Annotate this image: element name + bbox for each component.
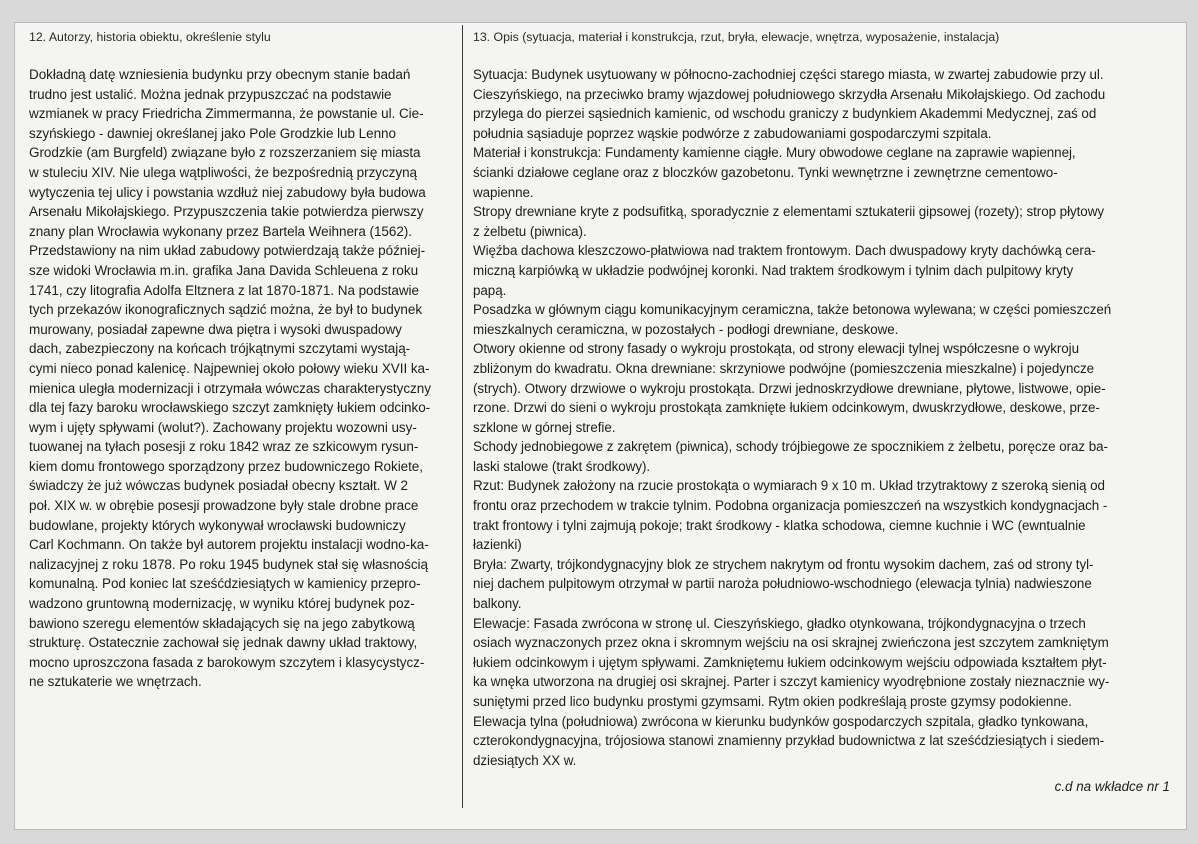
text-line: (strych). Otwory drzwiowe o wykroju prostokąta. Drzwi jednoskrzydłowe drewniane, płytowe, listwowe, opie- <box>473 380 1106 396</box>
text-line: Materiał i konstrukcja: Fundamenty kamienne ciągłe. Mury obwodowe ceglane na zaprawie wapiennej, <box>473 145 1076 161</box>
text-line: łazienki) <box>473 537 522 553</box>
text-line: strukturę. Ostatecznie zachował się jednak dawny układ traktowy, <box>29 635 418 651</box>
text-line: czterokondygnacyjna, trójosiowa stanowi znamienny przykład budownictwa z lat sześćdziesiątych i siedem- <box>473 733 1105 749</box>
text-line: świadczy że już wówczas budynek posiadał obecny kształt. W 2 <box>29 478 408 494</box>
text-line: budowlane, projekty których wykonywał wrocławski budowniczy <box>29 517 406 533</box>
history-heading: 12. Autorzy, historia obiektu, określenie stylu <box>29 30 271 44</box>
text-line: ka wnęka utworzona na drugiej osi skrajnej. Parter i szczyt kamienicy wyodrębnione zostały nieznacznie wy- <box>473 674 1110 690</box>
text-line: ścianki działowe ceglane oraz z bloczków gazobetonu. Tynki wewnętrzne i zewnętrzne cementowo- <box>473 164 1058 180</box>
description-text <box>473 65 1172 770</box>
text-line: komunalną. Pod koniec lat sześćdziesiątych w kamienicy przepro- <box>29 576 421 592</box>
text-line: Rzut: Budynek założony na rzucie prostokąta o wymiarach 9 x 10 m. Układ trzytraktowy z szeroką sienią od <box>473 478 1105 494</box>
text-line: miczną karpiówką w układzie podwójnej koronki. Nad traktem środkowym i tylnim dach pulpitowy kryty <box>473 262 1074 278</box>
text-line: osiach wyznaczonych przez okna i skromnym wejściu na osi skrajnej zwieńczona jest szczytem zamkniętym <box>473 635 1109 651</box>
description-heading: 13. Opis (sytuacja, materiał i konstrukcja, rzut, bryła, elewacje, wnętrza, wyposażenie, instalacja) <box>473 30 1000 44</box>
text-line: tuowanej na tyłach posesji z roku 1842 wraz ze szkicowym rysun- <box>29 439 419 455</box>
text-line: Przedstawiony na nim układ zabudowy potwierdzają także później- <box>29 243 426 259</box>
text-line: Więźba dachowa kleszczowo-płatwiowa nad traktem frontowym. Dach dwuspadowy kryty dachówką cera- <box>473 243 1096 259</box>
text-line: w stuleciu XIV. Nie ulega wątpliwości, że bezpośrednią przyczyną <box>29 164 417 180</box>
text-line: balkony. <box>473 596 522 612</box>
text-line: poł. XIX w. w obrębie posesji prowadzone były stale drobne prace <box>29 498 419 514</box>
text-line: sze widoki Wrocławia m.in. grafika Jana Davida Schleuena z roku <box>29 262 419 278</box>
text-line: Grodzkie (am Burgfeld) związane było z rozszerzaniem się miasta <box>29 145 421 161</box>
text-line: trakt frontowy i tylni zajmują pokoje; trakt środkowy - klatka schodowa, ciemne kuchnie i WC (ewntualnie <box>473 517 1086 533</box>
history-column <box>15 23 462 829</box>
text-line: dla tej fazy baroku wrocławskiego szczyt zamknięty łukiem odcinko- <box>29 400 431 416</box>
text-line: zbliżonym do kwadratu. Okna drewniane: skrzyniowe podwójne (pomieszczenia mieszkalne) i pojedyncze <box>473 360 1095 376</box>
text-line: ne sztukaterie we wnętrzach. <box>29 674 202 690</box>
text-line: bawiono szeregu elementów składających się na jego zabytkową <box>29 615 415 631</box>
text-line: frontu oraz przechodem w trakcie tylnim. Podobna organizacja pomieszczeń na wszystkich kondygnacjach - <box>473 498 1108 514</box>
text-line: mocno uproszczona fasada z barokowym szczytem i klasycystycz- <box>29 654 425 670</box>
text-line: wzmianek w pracy Friedricha Zimmermanna, że powstanie ul. Cie- <box>29 106 424 122</box>
text-line: trudno jest ustalić. Można jednak przypuszczać na podstawie <box>29 86 392 102</box>
text-line: dziesiątych XX w. <box>473 752 577 768</box>
text-line: Sytuacja: Budynek usytuowany w północno-zachodniej części starego miasta, w zwartej zabudowie przy ul. <box>473 67 1104 82</box>
text-line: Bryła: Zwarty, trójkondygnacyjny blok ze strychem nakrytym od frontu wysokim dachem, zaś od strony tyl- <box>473 556 1094 572</box>
text-line: wytyczenia tej ulicy i powstania wzdłuż niej zabudowy była budowa <box>29 184 426 200</box>
text-line: Arsenału Mikołajskiego. Przypuszczenia takie potwierdza pierwszy <box>29 204 424 220</box>
text-line: dach, zabezpieczony na końcach trójkątnymi szczytami wystają- <box>29 341 411 357</box>
text-line: cymi nieco ponad kalenicę. Najpewniej około połowy wieku XVII ka- <box>29 360 430 376</box>
text-line: wadzono gruntowną modernizację, w wyniku której budynek poz- <box>29 596 415 612</box>
text-line: Elewacje: Fasada zwrócona w stronę ul. Cieszyńskiego, gładko otynkowana, trójkondygnacyjna o trzech <box>473 615 1086 631</box>
form-page <box>14 22 1187 830</box>
continuation-note: c.d na wkładce nr 1 <box>1054 779 1170 794</box>
text-line: 1741, czy litografia Adolfa Eltznera z lat 1870-1871. Na podstawie <box>29 282 419 298</box>
description-column <box>463 23 1188 829</box>
text-line: nalizacyjnej z roku 1878. Po roku 1945 budynek stał się własnością <box>29 556 428 572</box>
text-line: mieszkalnych ceramiczna, w pozostałych - podłogi drewniane, deskowe. <box>473 321 899 337</box>
history-text <box>29 65 448 692</box>
text-line: laski stalowe (trakt środkowy). <box>473 458 651 474</box>
text-line: Schody jednobiegowe z zakrętem (piwnica), schody trójbiegowe ze spocznikiem z żelbetu, poręcze oraz ba- <box>473 439 1108 455</box>
text-line: szklone w górnej strefie. <box>473 419 616 435</box>
text-line: Otwory okienne od strony fasady o wykroju prostokąta, od strony elewacji tylnej współczesne o wykroju <box>473 341 1079 357</box>
text-line: tych przekazów ikonograficznych sądzić można, że był to budynek <box>29 302 423 318</box>
text-line: Carl Kochmann. On także był autorem projektu instalacji wodno-ka- <box>29 537 429 553</box>
text-line: Dokładną datę wzniesienia budynku przy obecnym stanie badań <box>29 67 411 82</box>
text-line: łukiem odcinkowym i ujętym spływami. Zamkniętemu łukiem odcinkowym wejściu odpowiada kształtem płyt- <box>473 654 1107 670</box>
text-line: Stropy drewniane kryte z podsufitką, sporadycznie z elementami sztukaterii gipsowej (rozety); strop płytowy <box>473 204 1104 220</box>
text-line: z żelbetu (piwnica). <box>473 223 587 239</box>
text-line: Cieszyńskiego, na przeciwko bramy wjazdowej południowego skrzydła Arsenału Mikołajskiego. Od zachodu <box>473 86 1106 102</box>
text-line: Elewacja tylna (południowa) zwrócona w kierunku budynków gospodarczych szpitala, gładko tynkowana, <box>473 713 1089 729</box>
text-line: szyńskiego - dawniej określanej jako Pole Grodzkie lub Lenno <box>29 125 396 141</box>
text-line: znany plan Wrocławia wykonany przez Bartela Weihnera (1562). <box>29 223 412 239</box>
text-line: mienica uległa modernizacji i otrzymała wówczas charakterystyczny <box>29 380 431 396</box>
text-line: Posadzka w głównym ciągu komunikacyjnym ceramiczna, także betonowa wylewana; w części pomieszczeń <box>473 302 1112 318</box>
text-line: papą. <box>473 282 507 298</box>
text-line: wapienne. <box>473 184 534 200</box>
text-line: południa sąsiaduje poprzez wąskie podwórze z zabudowaniami gospodarczymi szpitala. <box>473 125 992 141</box>
text-line: suniętymi przed lico budynku prostymi gzymsami. Rytm okien podkreślają proste gzymsy podokienne. <box>473 694 1072 709</box>
text-line: kiem domu frontowego sporządzony przez budowniczego Rokiete, <box>29 458 423 474</box>
text-line: niej dachem pulpitowym otrzymał w partii naroża południowo-wschodniego (elewacja tylnia) nadwieszone <box>473 576 1092 592</box>
text-line: przylega do pierzei sąsiednich kamienic, od wschodu graniczy z budynkiem Akademmi Medycznej, zaś od <box>473 106 1097 122</box>
text-line: rzone. Drzwi do sieni o wykroju prostokąta zamknięte łukiem odcinkowym, dwuskrzydłowe, deskowe, prze- <box>473 400 1100 416</box>
text-line: wym i ujęty spływami (wolut?). Zachowany projektu wozowni usy- <box>29 419 417 435</box>
text-line: murowany, posiadał zapewne dwa piętra i wysoki dwuspadowy <box>29 321 402 337</box>
